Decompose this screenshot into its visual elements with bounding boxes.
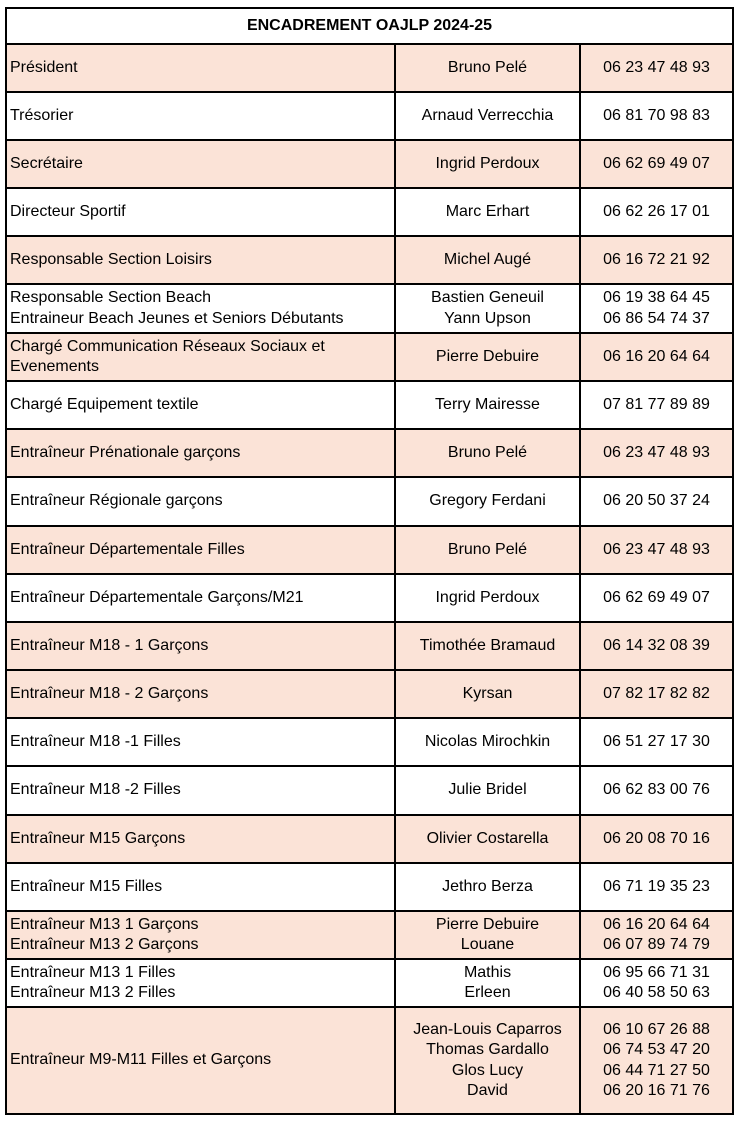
role-cell [6, 333, 395, 381]
role-line: Evenements [10, 358, 99, 375]
phone-line: 06 20 50 37 24 [603, 492, 710, 510]
role-cell [6, 911, 395, 959]
name-line: Thomas Gardallo [426, 1041, 549, 1058]
name-line: Nicolas Mirochkin [424, 732, 551, 750]
phone-line: 07 81 77 89 89 [603, 395, 710, 413]
table-row [6, 381, 733, 429]
role-line: Président [10, 58, 78, 76]
role-line: Entraîneur Régionale garçons [10, 492, 223, 510]
role-line: Chargé Equipement textile [10, 395, 199, 413]
name-line: Louane [460, 936, 515, 953]
role-cell [6, 284, 395, 333]
role-cell [6, 381, 395, 429]
phone-line: 06 71 19 35 23 [603, 877, 710, 895]
phone-cell [580, 911, 733, 959]
table-row [6, 670, 733, 718]
phone-cell [580, 718, 733, 766]
phone-line: 06 62 69 49 07 [603, 154, 710, 172]
role-line: Responsable Section Loisirs [10, 250, 212, 268]
role-line: Trésorier [10, 106, 74, 124]
name-cell [395, 477, 580, 526]
name-cell [395, 333, 580, 381]
role-cell [6, 574, 395, 622]
role-cell [6, 44, 395, 92]
role-cell [6, 1007, 395, 1114]
role-cell [6, 670, 395, 718]
role-cell [6, 92, 395, 140]
name-line: Olivier Costarella [426, 829, 549, 847]
role-line: Entraîneur M13 1 Filles [10, 963, 176, 981]
name-line: Timothée Bramaud [419, 636, 556, 654]
table-row [6, 863, 733, 911]
role-cell [6, 429, 395, 477]
role-cell [6, 815, 395, 863]
phone-line: 06 19 38 64 45 [603, 289, 710, 306]
role-cell [6, 959, 395, 1007]
role-line: Entraîneur M18 - 2 Garçons [10, 684, 209, 702]
role-cell [6, 140, 395, 188]
role-cell [6, 477, 395, 526]
phone-cell [580, 815, 733, 863]
name-line: Arnaud Verrecchia [421, 106, 554, 124]
name-line: Marc Erhart [445, 202, 530, 220]
role-line: Entraineur Beach Jeunes et Seniors Débutants [10, 309, 344, 327]
name-line: Michel Augé [443, 250, 532, 268]
phone-cell [580, 959, 733, 1007]
name-line: Erleen [464, 984, 511, 1001]
name-line: Glos Lucy [451, 1061, 524, 1079]
phone-line: 06 16 20 64 64 [603, 915, 710, 933]
phone-cell [580, 670, 733, 718]
phone-line: 06 86 54 74 37 [603, 309, 710, 327]
phone-line: 06 62 83 00 76 [603, 781, 710, 799]
phone-cell [580, 92, 733, 140]
name-line: Pierre Debuire [435, 347, 540, 365]
table-row [6, 92, 733, 140]
table-row [6, 477, 733, 526]
role-line: Entraîneur M13 1 Garçons [10, 915, 199, 933]
name-cell [395, 236, 580, 284]
role-line: Entraîneur M18 -1 Filles [10, 732, 181, 750]
table-row [6, 140, 733, 188]
role-cell [6, 188, 395, 236]
table-row [6, 44, 733, 92]
table-row [6, 622, 733, 670]
phone-cell [580, 429, 733, 477]
phone-line: 06 07 89 74 79 [603, 936, 710, 953]
phone-cell [580, 140, 733, 188]
name-line: Ingrid Perdoux [435, 588, 540, 606]
role-line: Responsable Section Beach [10, 289, 212, 306]
role-cell [6, 766, 395, 815]
phone-cell [580, 766, 733, 815]
phone-cell [580, 284, 733, 333]
phone-line: 06 23 47 48 93 [603, 540, 710, 558]
table-row [6, 815, 733, 863]
phone-cell [580, 44, 733, 92]
role-cell [6, 718, 395, 766]
name-cell [395, 44, 580, 92]
name-line: Jean-Louis Caparros [413, 1020, 562, 1038]
phone-cell [580, 863, 733, 911]
role-line: Entraîneur M15 Garçons [10, 829, 186, 847]
name-cell [395, 284, 580, 333]
name-cell [395, 766, 580, 815]
table-row [6, 766, 733, 815]
table-row [6, 429, 733, 477]
name-line: Pierre Debuire [435, 915, 540, 933]
role-line: Entraîneur Prénationale garçons [10, 443, 241, 461]
phone-cell [580, 333, 733, 381]
name-line: Julie Bridel [448, 781, 527, 799]
phone-line: 06 14 32 08 39 [603, 636, 710, 654]
name-cell [395, 1007, 580, 1114]
role-line: Chargé Communication Réseaux Sociaux et [10, 337, 325, 355]
name-cell [395, 959, 580, 1007]
table-row [6, 188, 733, 236]
name-cell [395, 622, 580, 670]
phone-line: 07 82 17 82 82 [603, 684, 710, 702]
role-cell [6, 622, 395, 670]
name-line: Jethro Berza [442, 877, 533, 895]
phone-line: 06 95 66 71 31 [603, 963, 710, 981]
table-row [6, 333, 733, 381]
phone-line: 06 81 70 98 83 [603, 106, 710, 124]
name-cell [395, 863, 580, 911]
name-line: Mathis [463, 963, 512, 981]
name-cell [395, 670, 580, 718]
table-row [6, 959, 733, 1007]
phone-cell [580, 381, 733, 429]
name-line: Bruno Pelé [447, 540, 528, 558]
name-line: Bastien Geneuil [431, 289, 544, 306]
name-cell [395, 381, 580, 429]
name-cell [395, 574, 580, 622]
phone-line: 06 20 16 71 76 [603, 1082, 710, 1099]
name-cell [395, 92, 580, 140]
role-line: Secrétaire [10, 154, 83, 172]
phone-line: 06 74 53 47 20 [603, 1041, 710, 1058]
phone-line: 06 23 47 48 93 [603, 58, 710, 76]
table-row [6, 284, 733, 333]
phone-cell [580, 236, 733, 284]
name-cell [395, 815, 580, 863]
name-cell [395, 188, 580, 236]
role-cell [6, 526, 395, 574]
phone-line: 06 40 58 50 63 [603, 984, 710, 1001]
role-line: Entraîneur M13 2 Garçons [10, 936, 199, 953]
staff-table [5, 7, 734, 1115]
phone-line: 06 23 47 48 93 [603, 443, 710, 461]
table-row [6, 526, 733, 574]
phone-cell [580, 1007, 733, 1114]
name-line: David [467, 1082, 508, 1099]
table-row [6, 718, 733, 766]
name-line: Terry Mairesse [435, 395, 540, 413]
name-cell [395, 911, 580, 959]
table-title-row [6, 8, 733, 44]
staff-table-container [5, 7, 732, 1115]
phone-line: 06 16 72 21 92 [603, 250, 710, 268]
role-line: Directeur Sportif [10, 202, 126, 220]
name-line: Bruno Pelé [447, 443, 528, 461]
name-line: Bruno Pelé [447, 58, 528, 76]
table-row [6, 1007, 733, 1114]
phone-line: 06 62 26 17 01 [603, 202, 710, 220]
name-line: Gregory Ferdani [429, 492, 546, 510]
role-line: Entraîneur M15 Filles [10, 877, 163, 895]
role-line: Entraîneur Départementale Filles [10, 540, 245, 558]
role-cell [6, 863, 395, 911]
phone-line: 06 44 71 27 50 [603, 1061, 710, 1079]
role-line: Entraîneur M9-M11 Filles et Garçons [10, 1051, 272, 1069]
name-cell [395, 140, 580, 188]
table-row [6, 236, 733, 284]
name-line: Yann Upson [444, 309, 531, 327]
name-cell [395, 429, 580, 477]
phone-cell [580, 622, 733, 670]
role-line: Entraîneur Départementale Garçons/M21 [10, 588, 304, 606]
phone-cell [580, 188, 733, 236]
phone-line: 06 16 20 64 64 [603, 347, 710, 365]
table-title: ENCADREMENT OAJLP 2024-25 [6, 8, 733, 44]
role-cell [6, 236, 395, 284]
table-row [6, 574, 733, 622]
phone-line: 06 20 08 70 16 [603, 829, 710, 847]
name-line: Ingrid Perdoux [435, 154, 540, 172]
phone-cell [580, 477, 733, 526]
table-row [6, 911, 733, 959]
role-line: Entraîneur M18 -2 Filles [10, 781, 181, 799]
name-line: Kyrsan [462, 684, 513, 702]
phone-line: 06 10 67 26 88 [603, 1020, 710, 1038]
name-cell [395, 526, 580, 574]
phone-cell [580, 526, 733, 574]
role-line: Entraîneur M18 - 1 Garçons [10, 636, 209, 654]
phone-line: 06 62 69 49 07 [603, 588, 710, 606]
phone-cell [580, 574, 733, 622]
role-line: Entraîneur M13 2 Filles [10, 984, 176, 1001]
phone-line: 06 51 27 17 30 [603, 732, 710, 750]
name-cell [395, 718, 580, 766]
